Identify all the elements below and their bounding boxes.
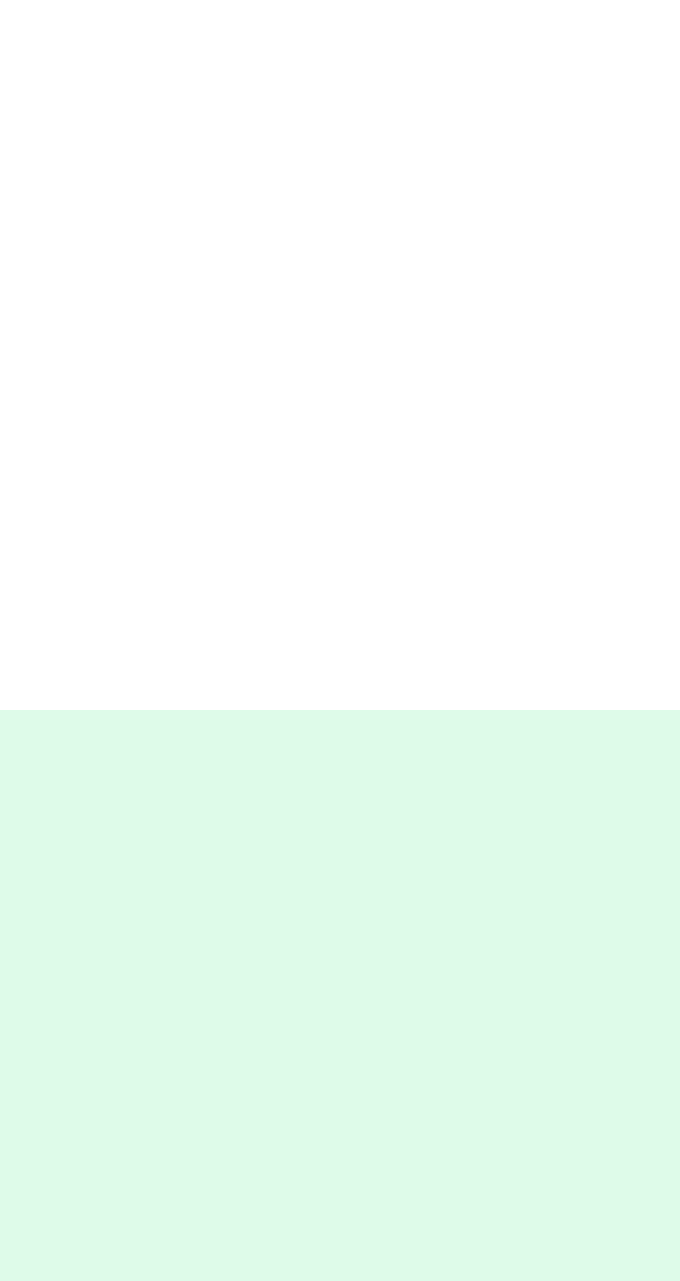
answer-block xyxy=(0,710,680,1281)
essay-body xyxy=(2,225,676,234)
answer-body xyxy=(2,758,676,768)
